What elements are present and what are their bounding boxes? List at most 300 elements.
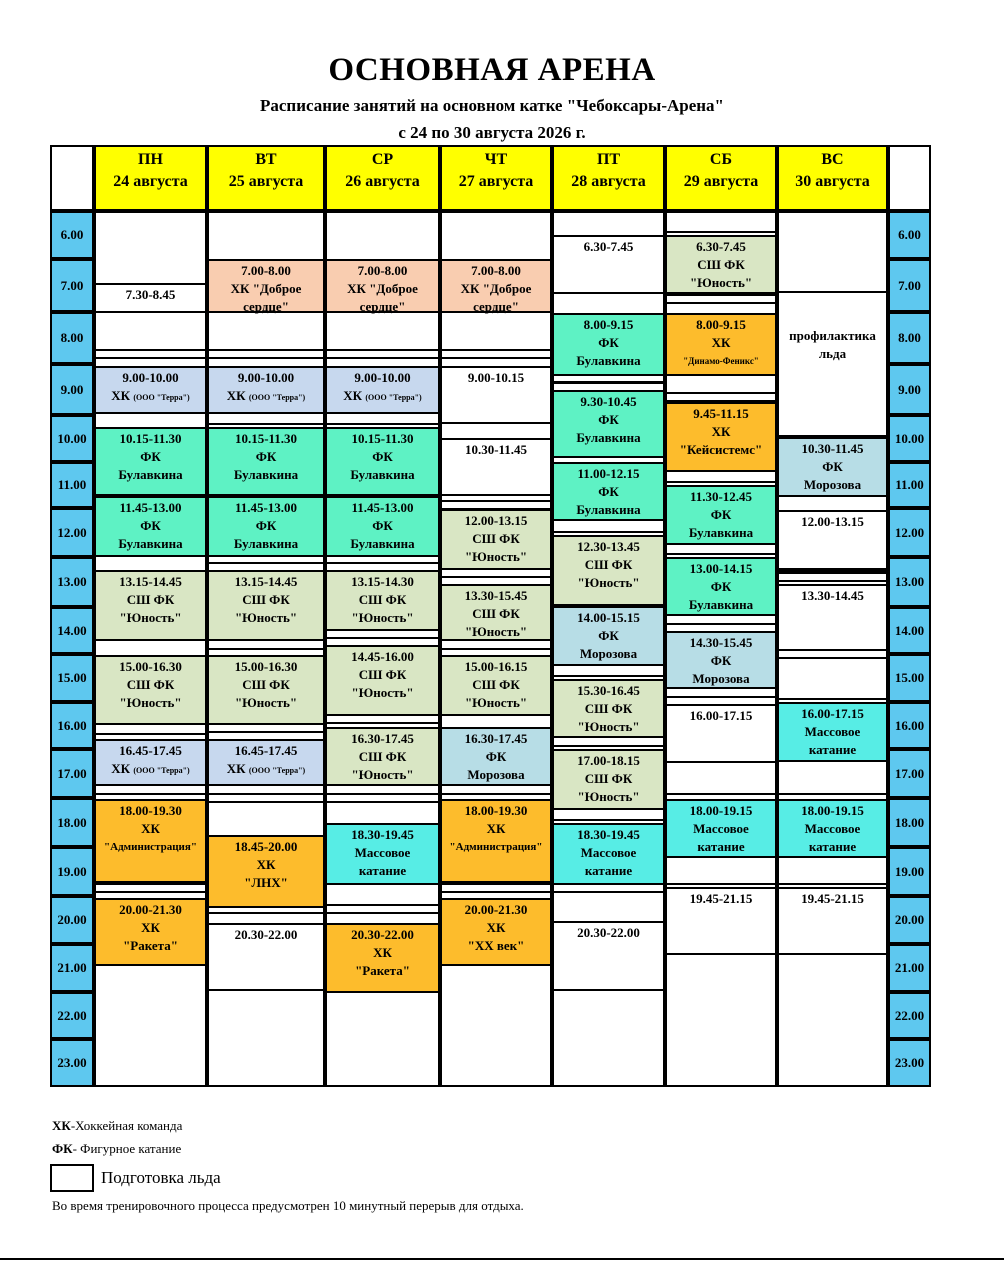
hour-label-left: 16.00 <box>50 702 94 749</box>
event-text: ХК (ООО "Терра") <box>226 388 306 403</box>
event-text: катание <box>808 742 857 757</box>
ice-prep-slot <box>440 349 552 359</box>
event-text: СШ ФК <box>697 257 745 272</box>
break-note: Во время тренировочного процесса предусмотрен 10 минутный перерыв для отдыха. <box>52 1198 524 1213</box>
event-text: 11.45-13.00 <box>351 500 414 515</box>
event-text: ХК <box>373 945 392 960</box>
event-text: СШ ФК <box>584 701 633 716</box>
event-text: "Кейсистемс" <box>679 442 763 457</box>
event-cell[interactable] <box>440 259 552 313</box>
event-text: ФК <box>710 579 732 594</box>
event-cell[interactable] <box>552 462 665 521</box>
day-date: 25 августа <box>228 173 304 190</box>
event-cell[interactable] <box>665 799 777 858</box>
event-text: Массовое <box>580 845 637 860</box>
hour-label-right: 18.00 <box>888 798 931 847</box>
hour-label-right: 20.00 <box>888 896 931 944</box>
hour-label-right: 15.00 <box>888 654 931 702</box>
event-cell[interactable] <box>440 509 552 570</box>
event-text: 17.00-18.15 <box>577 753 640 768</box>
event-text: "Юность" <box>234 695 298 710</box>
event-cell[interactable] <box>665 313 777 376</box>
hour-label-left: 21.00 <box>50 944 94 992</box>
event-cell[interactable] <box>665 235 777 294</box>
event-text: ХК <box>256 857 276 872</box>
event-text: сердце" <box>473 299 519 314</box>
event-text: "ЛНХ" <box>244 875 288 890</box>
event-text: СШ ФК <box>584 771 633 786</box>
ice-prep-slot <box>94 349 207 359</box>
event-text: "Юность" <box>577 719 640 734</box>
event-text: ХК (ООО "Терра") <box>343 388 422 403</box>
event-text: 7.30-8.45 <box>125 287 176 302</box>
header-corner-right <box>888 145 931 211</box>
event-text: катание <box>697 839 745 854</box>
event-text: ФК <box>710 653 732 668</box>
event-text: Булавкина <box>688 525 754 540</box>
hour-label-right: 22.00 <box>888 992 931 1039</box>
event-text: ФК <box>822 459 843 474</box>
hour-label-right: 8.00 <box>888 312 931 364</box>
hour-label-right: 19.00 <box>888 847 931 896</box>
event-text: "Юность" <box>577 575 640 590</box>
day-header <box>440 145 552 211</box>
day-abbr: ПТ <box>596 151 621 168</box>
event-text: "Юность" <box>234 610 298 625</box>
event-text: ХК (ООО "Терра") <box>226 761 306 776</box>
hour-label-left: 7.00 <box>50 259 94 312</box>
event-text: 20.30-22.00 <box>234 927 298 942</box>
event-cell[interactable] <box>552 749 665 810</box>
event-text: 7.00-8.00 <box>241 263 291 278</box>
event-text: СШ ФК <box>126 677 175 692</box>
event-cell[interactable] <box>325 923 440 993</box>
event-text: ФК <box>710 507 732 522</box>
event-text: ФК <box>255 518 277 533</box>
event-cell[interactable] <box>94 496 207 557</box>
event-cell[interactable] <box>207 835 325 908</box>
hour-label-right: 14.00 <box>888 607 931 654</box>
event-text: ФК <box>485 749 507 764</box>
event-text: 11.45-13.00 <box>119 500 182 515</box>
event-text: ФК <box>372 518 393 533</box>
hour-label-left: 13.00 <box>50 557 94 607</box>
event-text: 19.45-21.15 <box>801 891 864 906</box>
event-text: СШ ФК <box>472 606 520 621</box>
event-text: 9.00-10.00 <box>354 370 411 385</box>
ice-prep-slot <box>207 793 325 803</box>
event-text: Булавкина <box>350 536 415 551</box>
event-cell[interactable] <box>325 496 440 557</box>
hour-label-left: 18.00 <box>50 798 94 847</box>
event-cell[interactable] <box>552 235 665 294</box>
event-text: СШ ФК <box>358 592 407 607</box>
hour-label-left: 10.00 <box>50 415 94 462</box>
schedule-subtitle: Расписание занятий на основном катке "Чебоксары-Арена" <box>260 96 724 115</box>
event-text: "Ракета" <box>123 938 178 953</box>
event-text: 10.15-11.30 <box>119 431 182 446</box>
event-cell[interactable] <box>325 645 440 716</box>
event-cell[interactable] <box>325 427 440 496</box>
event-text: льда <box>818 345 847 361</box>
event-text: Массовое <box>804 821 861 836</box>
event-cell[interactable] <box>552 679 665 738</box>
event-text: 9.00-10.00 <box>122 370 179 385</box>
event-cell[interactable] <box>552 390 665 458</box>
event-text: 11.45-13.00 <box>234 500 298 515</box>
event-text: "Юность" <box>351 767 414 782</box>
event-text: "Юность" <box>351 610 414 625</box>
event-text: 18.00-19.15 <box>689 803 753 818</box>
page-title: ОСНОВНАЯ АРЕНА <box>328 52 656 88</box>
event-text: 15.30-16.45 <box>577 683 640 698</box>
event-text: СШ ФК <box>358 667 407 682</box>
legend-fk: ФК- Фигурное катание <box>52 1141 182 1156</box>
event-text: Морозова <box>467 767 525 782</box>
event-text: Морозова <box>579 646 638 661</box>
ice-prep-slot <box>665 294 777 304</box>
event-text: 14.45-16.00 <box>351 649 414 664</box>
event-text: 20.00-21.30 <box>464 902 528 917</box>
hour-label-right: 23.00 <box>888 1039 931 1087</box>
event-text: 15.00-16.30 <box>119 659 182 674</box>
event-text: Морозова <box>803 477 862 492</box>
event-text: 8.00-9.15 <box>696 317 746 332</box>
hour-label-left: 9.00 <box>50 364 94 415</box>
event-text: 11.30-12.45 <box>689 489 753 504</box>
event-cell[interactable] <box>207 259 325 313</box>
event-cell[interactable] <box>665 485 777 545</box>
event-cell[interactable] <box>552 921 665 991</box>
hour-label-right: 7.00 <box>888 259 931 312</box>
event-text: ХК <box>141 920 160 935</box>
event-text: 16.00-17.15 <box>689 708 753 723</box>
hour-label-left: 6.00 <box>50 211 94 259</box>
event-text: 11.00-12.15 <box>577 466 640 481</box>
day-abbr: ЧТ <box>484 151 508 168</box>
event-text: 12.00-13.15 <box>464 513 528 528</box>
ice-prep-slot <box>94 883 207 893</box>
event-text: СШ ФК <box>242 592 290 607</box>
event-cell[interactable] <box>94 570 207 641</box>
event-text: 18.45-20.00 <box>234 839 298 854</box>
event-cell[interactable] <box>552 313 665 376</box>
day-abbr: СБ <box>709 151 733 168</box>
event-cell[interactable] <box>207 427 325 496</box>
event-text: ХК (ООО "Терра") <box>111 761 190 776</box>
event-text: СШ ФК <box>358 749 407 764</box>
bottom-rule <box>0 1258 1004 1260</box>
hour-label-left: 20.00 <box>50 896 94 944</box>
event-text: Булавкина <box>118 536 183 551</box>
event-text: 16.00-17.15 <box>801 706 864 721</box>
header-corner-left <box>50 145 94 211</box>
event-text: Морозова <box>692 671 750 686</box>
event-cell[interactable] <box>777 437 888 497</box>
hour-label-right: 9.00 <box>888 364 931 415</box>
event-cell[interactable] <box>665 631 777 689</box>
event-cell[interactable] <box>665 402 777 472</box>
event-text: 9.00-10.15 <box>467 370 525 385</box>
event-cell[interactable] <box>777 799 888 858</box>
event-cell[interactable] <box>207 923 325 991</box>
event-cell[interactable] <box>777 510 888 570</box>
event-text: 9.00-10.00 <box>237 370 295 385</box>
event-cell[interactable] <box>552 535 665 606</box>
hour-label-right: 13.00 <box>888 557 931 607</box>
event-text: "Юность" <box>464 695 528 710</box>
event-cell[interactable] <box>440 799 552 883</box>
event-text: 6.30-7.45 <box>696 239 746 254</box>
event-text: Булавкина <box>576 353 641 368</box>
event-cell[interactable] <box>440 438 552 496</box>
hour-label-right: 16.00 <box>888 702 931 749</box>
event-text: 20.30-22.00 <box>351 927 414 942</box>
event-cell[interactable] <box>777 291 888 437</box>
event-text: 7.00-8.00 <box>357 263 408 278</box>
event-text: 18.00-19.15 <box>801 803 864 818</box>
event-text: "Ракета" <box>355 963 410 978</box>
event-text: 18.00-19.30 <box>464 803 528 818</box>
event-text: "Динамо-Феникс" <box>683 356 759 366</box>
event-cell[interactable] <box>94 366 207 414</box>
legend-ice-prep: Подготовка льда <box>101 1168 221 1187</box>
event-text: "Юность" <box>119 695 182 710</box>
event-text: ХК <box>711 424 731 439</box>
event-cell[interactable] <box>440 366 552 424</box>
event-text: Массовое <box>804 724 861 739</box>
event-text: Булавкина <box>233 467 299 482</box>
event-text: "Юность" <box>351 685 414 700</box>
day-date: 24 августа <box>113 173 188 190</box>
event-text: катание <box>584 863 633 878</box>
ice-prep-slot <box>440 883 552 893</box>
event-cell[interactable] <box>94 283 207 313</box>
ice-prep-swatch <box>50 1164 94 1192</box>
event-text: СШ ФК <box>584 557 633 572</box>
event-text: "Администрация" <box>449 841 543 853</box>
event-text: 19.45-21.15 <box>689 891 753 906</box>
ice-prep-slot <box>665 392 777 402</box>
event-text: 20.00-21.30 <box>119 902 182 917</box>
event-text: "Администрация" <box>104 841 197 853</box>
event-text: ФК <box>598 412 619 427</box>
event-text: ФК <box>372 449 393 464</box>
event-text: 16.30-17.45 <box>464 731 528 746</box>
hour-label-left: 23.00 <box>50 1039 94 1087</box>
event-text: ХК <box>486 920 506 935</box>
event-text: 15.00-16.15 <box>464 659 528 674</box>
event-cell[interactable] <box>440 584 552 641</box>
event-text: ХК <box>711 335 731 350</box>
event-text: "Юность" <box>577 789 640 804</box>
day-abbr: ПН <box>138 151 163 168</box>
event-cell[interactable] <box>94 799 207 883</box>
hour-label-right: 12.00 <box>888 508 931 557</box>
event-cell[interactable] <box>440 727 552 786</box>
event-text: Массовое <box>693 821 749 836</box>
hour-label-right: 11.00 <box>888 462 931 508</box>
hour-label-left: 14.00 <box>50 607 94 654</box>
event-text: 10.30-11.45 <box>464 442 528 457</box>
day-header <box>552 145 665 211</box>
event-text: ХК "Доброе <box>230 281 302 296</box>
day-header <box>207 145 325 211</box>
event-cell[interactable] <box>207 496 325 557</box>
day-date: 29 августа <box>683 173 759 190</box>
event-text: ФК <box>598 335 619 350</box>
date-range: с 24 по 30 августа 2026 г. <box>398 123 586 142</box>
day-header <box>325 145 440 211</box>
event-text: 13.15-14.45 <box>119 574 182 589</box>
event-text: катание <box>358 863 407 878</box>
event-text: 8.00-9.15 <box>583 317 634 332</box>
day-abbr: ВС <box>821 151 844 168</box>
event-cell[interactable] <box>94 427 207 496</box>
event-text: ХК <box>141 821 160 836</box>
day-date: 26 августа <box>345 173 420 190</box>
event-text: сердце" <box>359 299 406 314</box>
hour-label-left: 11.00 <box>50 462 94 508</box>
event-text: 10.15-11.30 <box>234 431 298 446</box>
event-text: СШ ФК <box>242 677 290 692</box>
event-text: Булавкина <box>233 536 299 551</box>
ice-prep-slot <box>325 793 440 803</box>
event-text: 10.30-11.45 <box>801 441 864 456</box>
event-cell[interactable] <box>777 584 888 651</box>
hour-label-left: 15.00 <box>50 654 94 702</box>
event-text: ФК <box>140 518 161 533</box>
event-text: ФК <box>598 484 619 499</box>
event-cell[interactable] <box>94 655 207 725</box>
event-text: Булавкина <box>118 467 183 482</box>
day-date: 27 августа <box>458 173 534 190</box>
event-text: 15.00-16.30 <box>234 659 298 674</box>
event-text: 14.00-15.15 <box>577 610 640 625</box>
day-header <box>94 145 207 211</box>
day-abbr: СР <box>371 151 394 168</box>
day-abbr: ВТ <box>255 151 277 168</box>
ice-prep-slot <box>325 349 440 359</box>
ice-prep-slot <box>777 572 888 582</box>
hour-label-left: 12.00 <box>50 508 94 557</box>
event-text: "Юность" <box>119 610 182 625</box>
day-header <box>777 145 888 211</box>
day-header <box>665 145 777 211</box>
event-text: 16.30-17.45 <box>351 731 414 746</box>
event-cell[interactable] <box>440 898 552 966</box>
event-text: ХК "Доброе <box>460 281 532 296</box>
event-text: 7.00-8.00 <box>471 263 521 278</box>
event-cell[interactable] <box>777 702 888 762</box>
legend-hk: ХК-Хоккейная команда <box>52 1118 183 1133</box>
hour-label-right: 17.00 <box>888 749 931 798</box>
event-text: 6.30-7.45 <box>583 239 634 254</box>
event-cell[interactable] <box>777 887 888 955</box>
event-cell[interactable] <box>94 898 207 966</box>
event-text: 13.00-14.15 <box>689 561 753 576</box>
event-text: Массовое <box>354 845 411 860</box>
event-text: "Юность" <box>689 275 753 290</box>
event-text: 18.30-19.45 <box>351 827 414 842</box>
event-text: Булавкина <box>350 467 415 482</box>
event-text: ФК <box>255 449 277 464</box>
event-text: СШ ФК <box>126 592 175 607</box>
event-text: ХК (ООО "Терра") <box>111 388 190 403</box>
event-cell[interactable] <box>94 739 207 786</box>
hour-label-right: 10.00 <box>888 415 931 462</box>
event-cell[interactable] <box>325 570 440 631</box>
event-text: 14.30-15.45 <box>689 635 753 650</box>
event-text: ХК "Доброе <box>347 281 418 296</box>
hour-label-left: 22.00 <box>50 992 94 1039</box>
hour-label-left: 8.00 <box>50 312 94 364</box>
event-text: сердце" <box>243 299 289 314</box>
event-text: 13.30-15.45 <box>464 588 528 603</box>
ice-prep-slot <box>207 349 325 359</box>
event-text: СШ ФК <box>472 531 520 546</box>
event-text: 12.00-13.15 <box>801 514 864 529</box>
event-cell[interactable] <box>325 259 440 313</box>
event-text: 13.15-14.45 <box>234 574 298 589</box>
event-cell[interactable] <box>665 704 777 763</box>
event-text: Булавкина <box>576 502 641 517</box>
event-cell[interactable] <box>207 570 325 641</box>
event-text: 13.30-14.45 <box>801 588 864 603</box>
day-date: 28 августа <box>571 173 646 190</box>
event-cell[interactable] <box>325 823 440 885</box>
hour-label-left: 17.00 <box>50 749 94 798</box>
event-text: "Юность" <box>464 624 528 639</box>
event-text: 18.00-19.30 <box>119 803 182 818</box>
event-cell[interactable] <box>665 887 777 955</box>
event-text: ФК <box>140 449 161 464</box>
event-text: катание <box>808 839 857 854</box>
event-text: 12.30-13.45 <box>577 539 640 554</box>
event-text: 13.15-14.30 <box>351 574 414 589</box>
event-cell[interactable] <box>665 557 777 616</box>
event-text: "XX век" <box>467 938 525 953</box>
day-date: 30 августа <box>795 173 870 190</box>
event-text: Булавкина <box>688 597 754 612</box>
event-cell[interactable] <box>207 366 325 414</box>
ice-prep-slot <box>325 904 440 914</box>
hour-label-right: 6.00 <box>888 211 931 259</box>
event-text: 16.45-17.45 <box>119 743 182 758</box>
event-text: ФК <box>598 628 619 643</box>
event-cell[interactable] <box>207 739 325 786</box>
event-cell[interactable] <box>552 606 665 666</box>
hour-label-right: 21.00 <box>888 944 931 992</box>
event-text: 16.45-17.45 <box>234 743 298 758</box>
event-text: 20.30-22.00 <box>577 925 640 940</box>
event-text: 10.15-11.30 <box>351 431 414 446</box>
event-text: 9.45-11.15 <box>693 406 749 421</box>
event-text: СШ ФК <box>472 677 520 692</box>
hour-label-left: 19.00 <box>50 847 94 896</box>
event-text: Булавкина <box>576 430 641 445</box>
event-cell[interactable] <box>325 727 440 786</box>
event-text: "Юность" <box>464 549 528 564</box>
event-cell[interactable] <box>207 655 325 725</box>
event-text: 9.30-10.45 <box>580 394 637 409</box>
event-cell[interactable] <box>552 823 665 885</box>
event-text: 18.30-19.45 <box>577 827 640 842</box>
event-cell[interactable] <box>325 366 440 414</box>
event-text: ХК <box>486 821 506 836</box>
event-text: профилактика <box>789 327 876 343</box>
event-cell[interactable] <box>440 655 552 716</box>
